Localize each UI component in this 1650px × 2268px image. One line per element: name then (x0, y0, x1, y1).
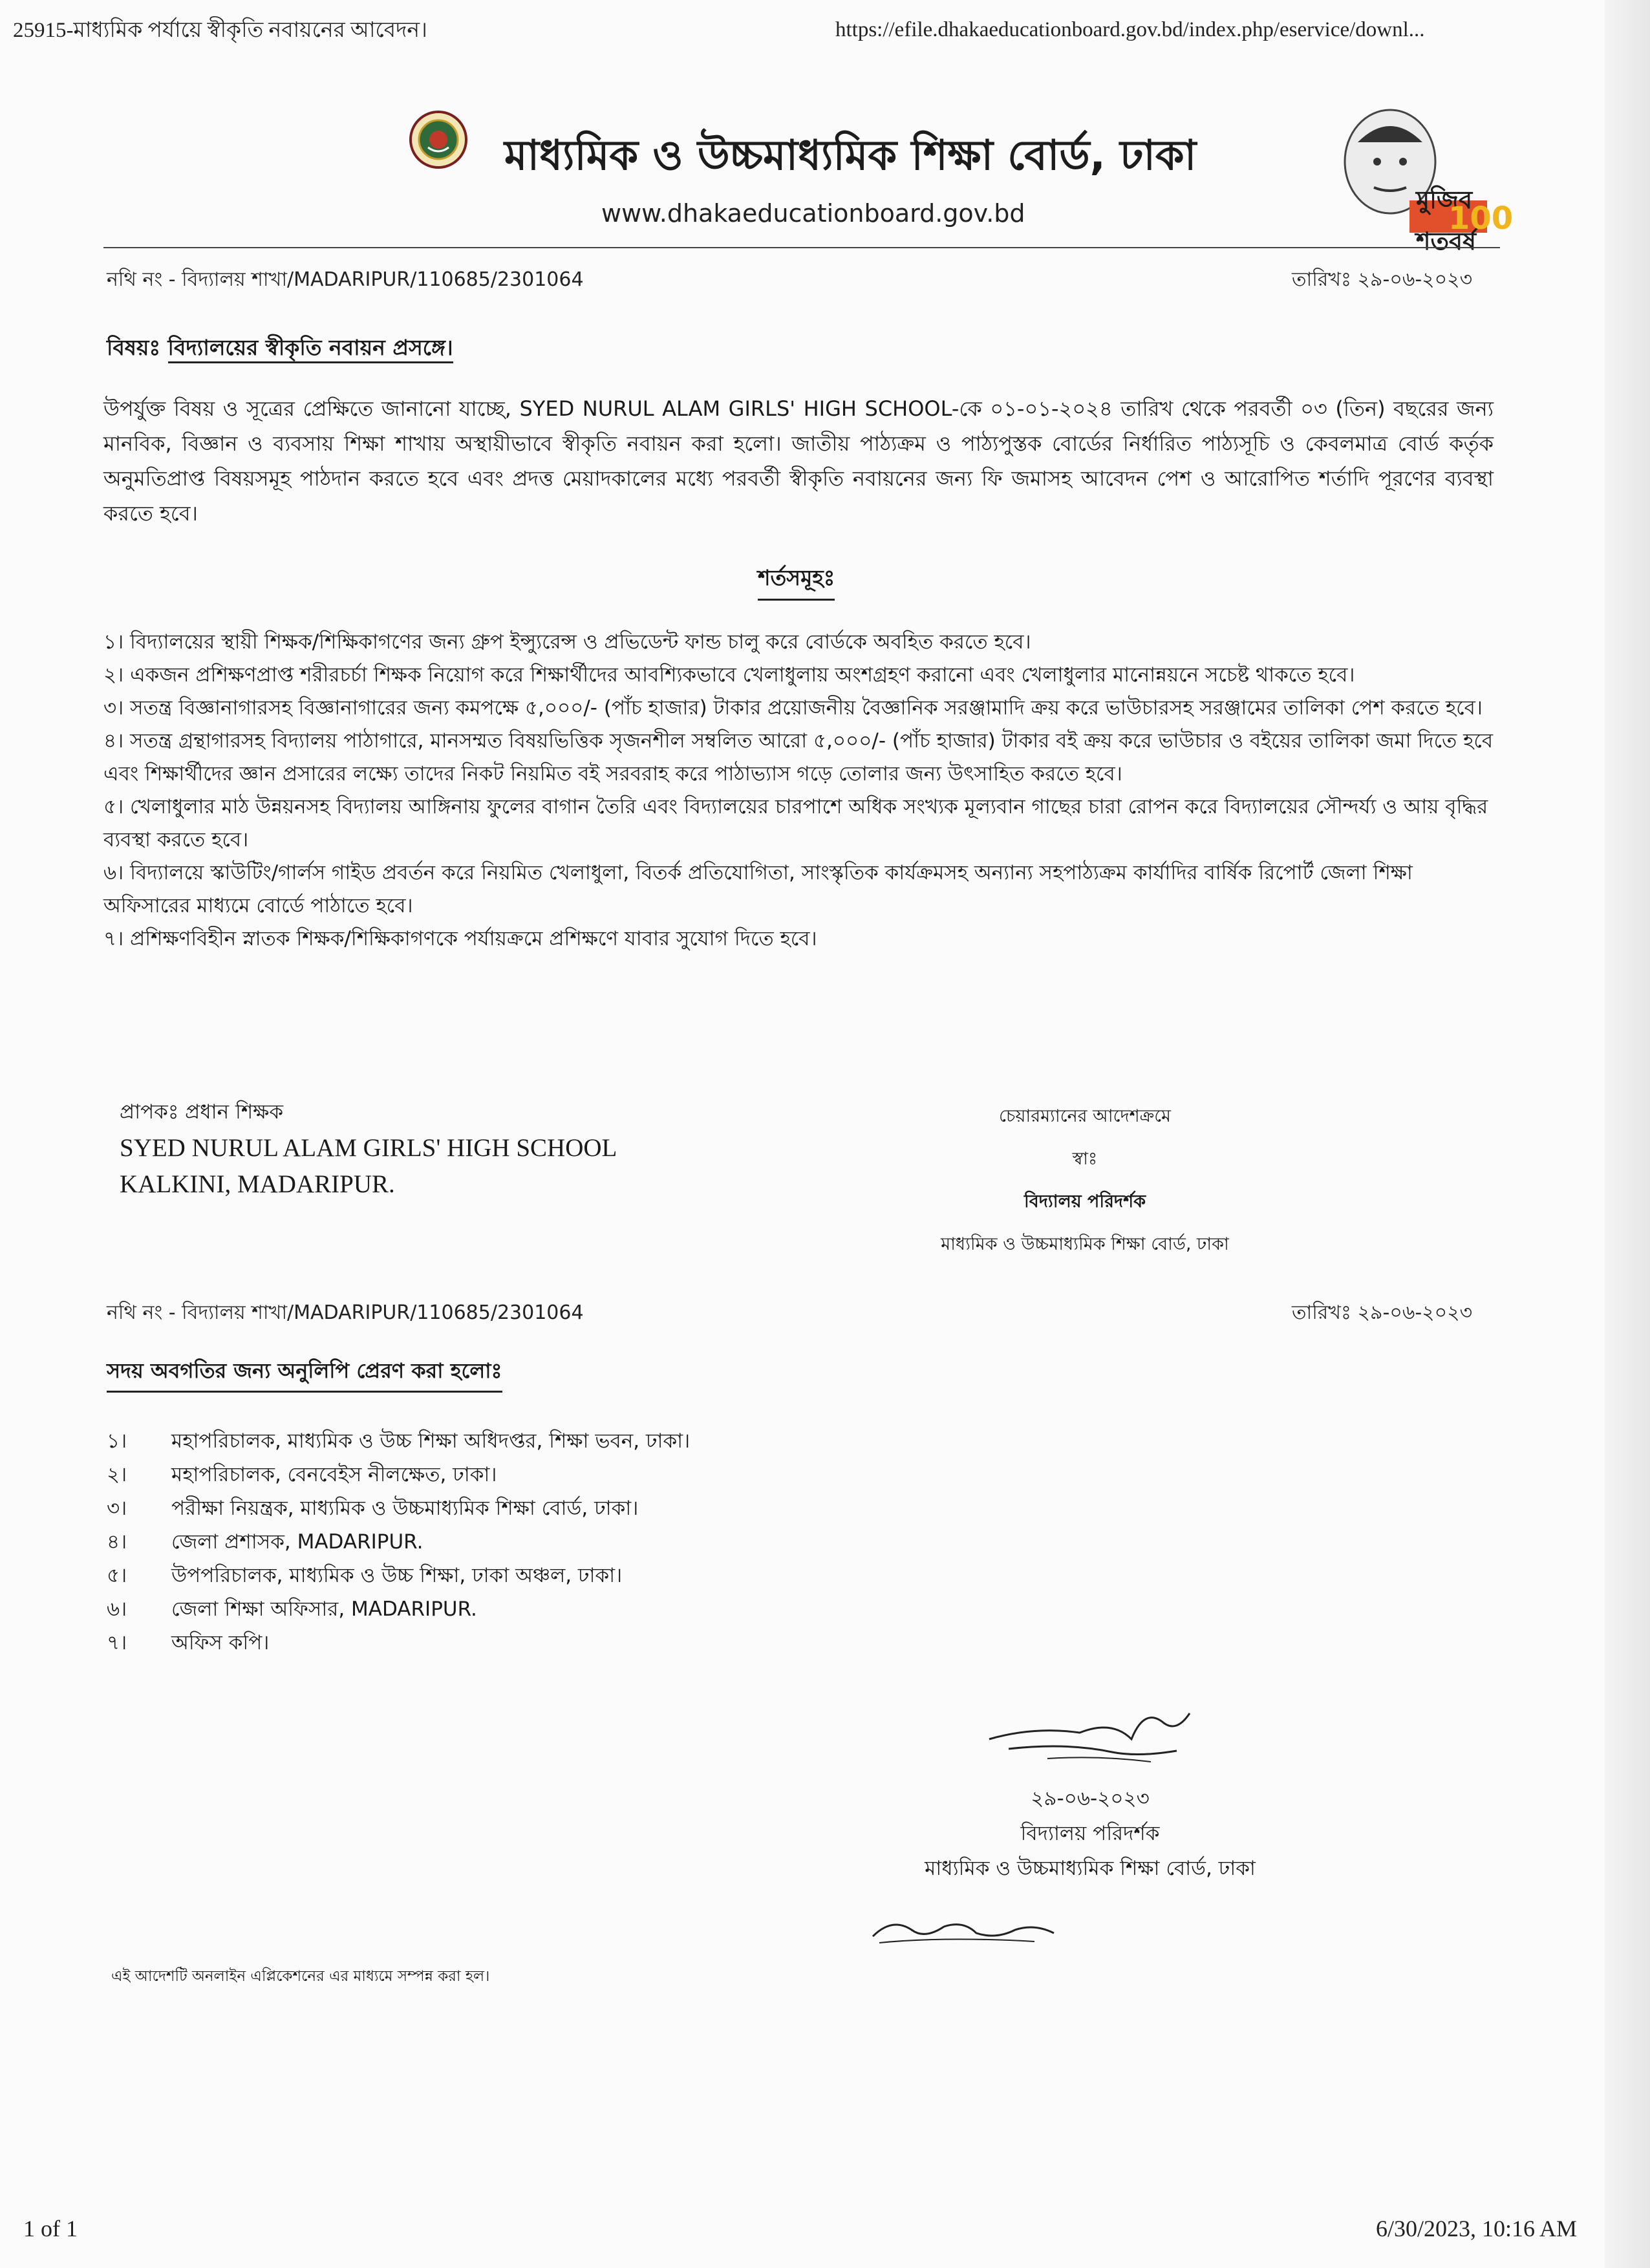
condition-item: ২। একজন প্রশিক্ষণপ্রাপ্ত শরীরচর্চা শিক্ষক নিয়োগ করে শিক্ষার্থীদের আবশ্যিকভাবে খেলাধুলায় অংশগ্রহণ করানো এবং খেলাধুলার মানোন্নয়নে সচেষ্ট থাকতে হবে। (103, 663, 1355, 687)
copies-heading: সদয় অবগতির জন্য অনুলিপি প্রেরণ করা হলোঃ (107, 1354, 502, 1393)
handwritten-initials (866, 1904, 1060, 1956)
copies-list (107, 1426, 690, 1661)
final-signature-office: মাধ্যমিক ও উচ্চমাধ্যমিক শিক্ষা বোর্ড, ঢাকা (925, 1857, 1256, 1880)
handwritten-signature (983, 1694, 1216, 1771)
board-name: মাধ্যমিক ও উচ্চমাধ্যমিক শিক্ষা বোর্ড, ঢাকা (504, 132, 1197, 180)
signatory-office: মাধ্যমিক ও উচ্চমাধ্যমিক শিক্ষা বোর্ড, ঢাকা (941, 1234, 1229, 1254)
memo-date: তারিখঃ ২৯-০৬-২০২৩ (1292, 268, 1473, 291)
memo2-reference: নথি নং - বিদ্যালয় শাখা/MADARIPUR/110685/2301064 (107, 1301, 584, 1324)
subject-line (107, 331, 453, 367)
final-signature-block (864, 1781, 1316, 1886)
signatory-title: বিদ্যালয় পরিদর্শক (1024, 1192, 1146, 1212)
recipient-school: SYED NURUL ALAM GIRLS' HIGH SCHOOL (120, 1134, 617, 1162)
memo-reference: নথি নং - বিদ্যালয় শাখা/MADARIPUR/110685/2301064 (107, 268, 584, 291)
scan-edge-shadow (1605, 0, 1650, 2268)
signatory-block (878, 1095, 1292, 1266)
memo2-date: তারিখঃ ২৯-০৬-২০২৩ (1292, 1301, 1473, 1324)
condition-item: ৬। বিদ্যালয়ে স্কাউটিং/গার্লস গাইড প্রবর্তন করে নিয়মিত খেলাধুলা, বিতর্ক প্রতিযোগিতা, সাংস্কৃতিক কার্যক্রমসহ অন্যান্য সহপাঠ্যক্রম কার্যাদির বার্ষিক রিপোর্ট জেলা শিক্ষা অফিসারের মাধ্যমে বোর্ডে পাঠাতে হবে। (103, 861, 1413, 917)
signatory-signed: স্বাঃ (1072, 1149, 1098, 1169)
copy-item: ২। মহাপরিচালক, বেনবেইস নীলক্ষেত, ঢাকা। (107, 1463, 497, 1486)
copy-item: ৬। জেলা শিক্ষা অফিসার, MADARIPUR. (107, 1598, 477, 1621)
signatory-order: চেয়ারম্যানের আদেশক্রমে (998, 1106, 1172, 1126)
final-signature-title: বিদ্যালয় পরিদর্শক (1020, 1822, 1160, 1845)
condition-item: ১। বিদ্যালয়ের স্থায়ী শিক্ষক/শিক্ষিকাগণের জন্য গ্রুপ ইন্স্যুরেন্স ও প্রভিডেন্ট ফান্ড চালু করে বোর্ডকে অবহিত করতে হবে। (103, 630, 1031, 654)
print-header-url: https://efile.dhakaeducationboard.gov.bd/index.php/eservice/downl... (835, 18, 1425, 41)
mujib-logo-number: 100 (1448, 200, 1514, 237)
condition-item: ৭। প্রশিক্ষণবিহীন স্নাতক শিক্ষক/শিক্ষিকাগণকে পর্যায়ক্রমে প্রশিক্ষণে যাবার সুযোগ দিতে হবে। (103, 927, 817, 950)
print-header-title: 25915-মাধ্যমিক পর্যায়ে স্বীকৃতি নবায়নের আবেদন। (13, 19, 427, 42)
subject-text: বিদ্যালয়ের স্বীকৃতি নবায়ন প্রসঙ্গে। (168, 335, 453, 363)
footer-note: এই আদেশটি অনলাইন এপ্লিকেশনের এর মাধ্যমে সম্পন্ন করা হল। (111, 1968, 490, 1985)
copy-item: ৩। পরীক্ষা নিয়ন্ত্রক, মাধ্যমিক ও উচ্চমাধ্যমিক শিক্ষা বোর্ড, ঢাকা। (107, 1497, 639, 1520)
copy-item: ১। মহাপরিচালক, মাধ্যমিক ও উচ্চ শিক্ষা অধিদপ্তর, শিক্ষা ভবন, ঢাকা। (107, 1429, 691, 1453)
board-seal-logo (409, 110, 468, 169)
condition-item: ৫। খেলাধুলার মাঠ উন্নয়নসহ বিদ্যালয় আঙ্গিনায় ফুলের বাগান তৈরি এবং বিদ্যালয়ের চারপাশে অধিক সংখ্যক মূল্যবান গাছের চারা রোপন করে বিদ্যালয়ের সৌন্দর্য্য ও আয় বৃদ্ধির ব্যবস্থা করতে হবে। (103, 795, 1488, 851)
copy-item: ৫। উপপরিচালক, মাধ্যমিক ও উচ্চ শিক্ষা, ঢাকা অঞ্চল, ঢাকা। (107, 1564, 623, 1587)
mujib-logo-text: মুজিব শতবর্ষ (1416, 186, 1477, 255)
header-divider (103, 247, 1500, 248)
print-footer-timestamp: 6/30/2023, 10:16 AM (1376, 2216, 1578, 2241)
recipient-address: KALKINI, MADARIPUR. (120, 1170, 395, 1198)
copy-item: ৭। অফিস কপি। (107, 1631, 270, 1654)
conditions-heading: শর্তসমূহঃ (758, 561, 835, 601)
subject-label: বিষয়ঃ (107, 335, 161, 360)
recipient-label: প্রাপকঃ (120, 1100, 179, 1124)
recipient-block (120, 1093, 617, 1203)
final-signature-date: ২৯-০৬-২০২৩ (1031, 1787, 1150, 1810)
recipient-role: প্রধান শিক্ষক (185, 1100, 284, 1124)
condition-item: ৩। সতন্ত্র বিজ্ঞানাগারসহ বিজ্ঞানাগারের জন্য কমপক্ষে ৫,০০০/- (পাঁচ হাজার) টাকার প্রয়োজনীয় বৈজ্ঞানিক সরঞ্জামাদি ক্রয় করে ভাউচারসহ সরঞ্জামের তালিকা পেশ করতে হবে। (103, 696, 1483, 720)
condition-item: ৪। সতন্ত্র গ্রন্থাগারসহ বিদ্যালয় পাঠাগারে, মানসম্মত বিষয়ভিত্তিক সৃজনশীল সম্বলিত আরো ৫,০০০/- (পাঁচ হাজার) টাকার বই ক্রয় করে ভাউচার ও বইয়ের তালিকা জমা দিতে হবে এবং শিক্ষার্থীদের জ্ঞান প্রসারের লক্ষ্যে তাদের নিকট নিয়মিত বই সরবরাহ করে পাঠাভ্যাস গড়ে তোলার জন্য উৎসাহিত করতে হবে। (103, 729, 1494, 786)
board-website: www.dhakaeducationboard.gov.bd (601, 199, 1025, 228)
print-footer-page: 1 of 1 (23, 2216, 78, 2241)
body-paragraph: উপর্যুক্ত বিষয় ও সূত্রের প্রেক্ষিতে জানানো যাচ্ছে, SYED NURUL ALAM GIRLS' HIGH SCHOOL-কে ০১-০১-২০২৪ তারিখ থেকে পরবর্তী ০৩ (তিন) বছরের জন্য মানবিক, বিজ্ঞান ও ব্যবসায় শিক্ষা শাখায় অস্থায়ীভাবে স্বীকৃতি নবায়ন করা হলো। জাতীয় পাঠ্যক্রম ও পাঠ্যপুস্তক বোর্ডের নির্ধারিত পাঠ্যসূচি ও কেবলমাত্র বোর্ড কর্তৃক অনুমতিপ্রাপ্ত বিষয়সমূহ পাঠদান করতে হবে এবং প্রদত্ত মেয়াদকালের মধ্যে পরবর্তী স্বীকৃতি নবায়নের জন্য ফি জমাসহ আবেদন পেশ ও আরোপিত শর্তাদি পূরণের ব্যবস্থা করতে হবে। (103, 396, 1494, 526)
copy-item: ৪। জেলা প্রশাসক, MADARIPUR. (107, 1530, 423, 1554)
conditions-list (103, 626, 1494, 956)
mujib-borsho-logo (1312, 103, 1514, 255)
